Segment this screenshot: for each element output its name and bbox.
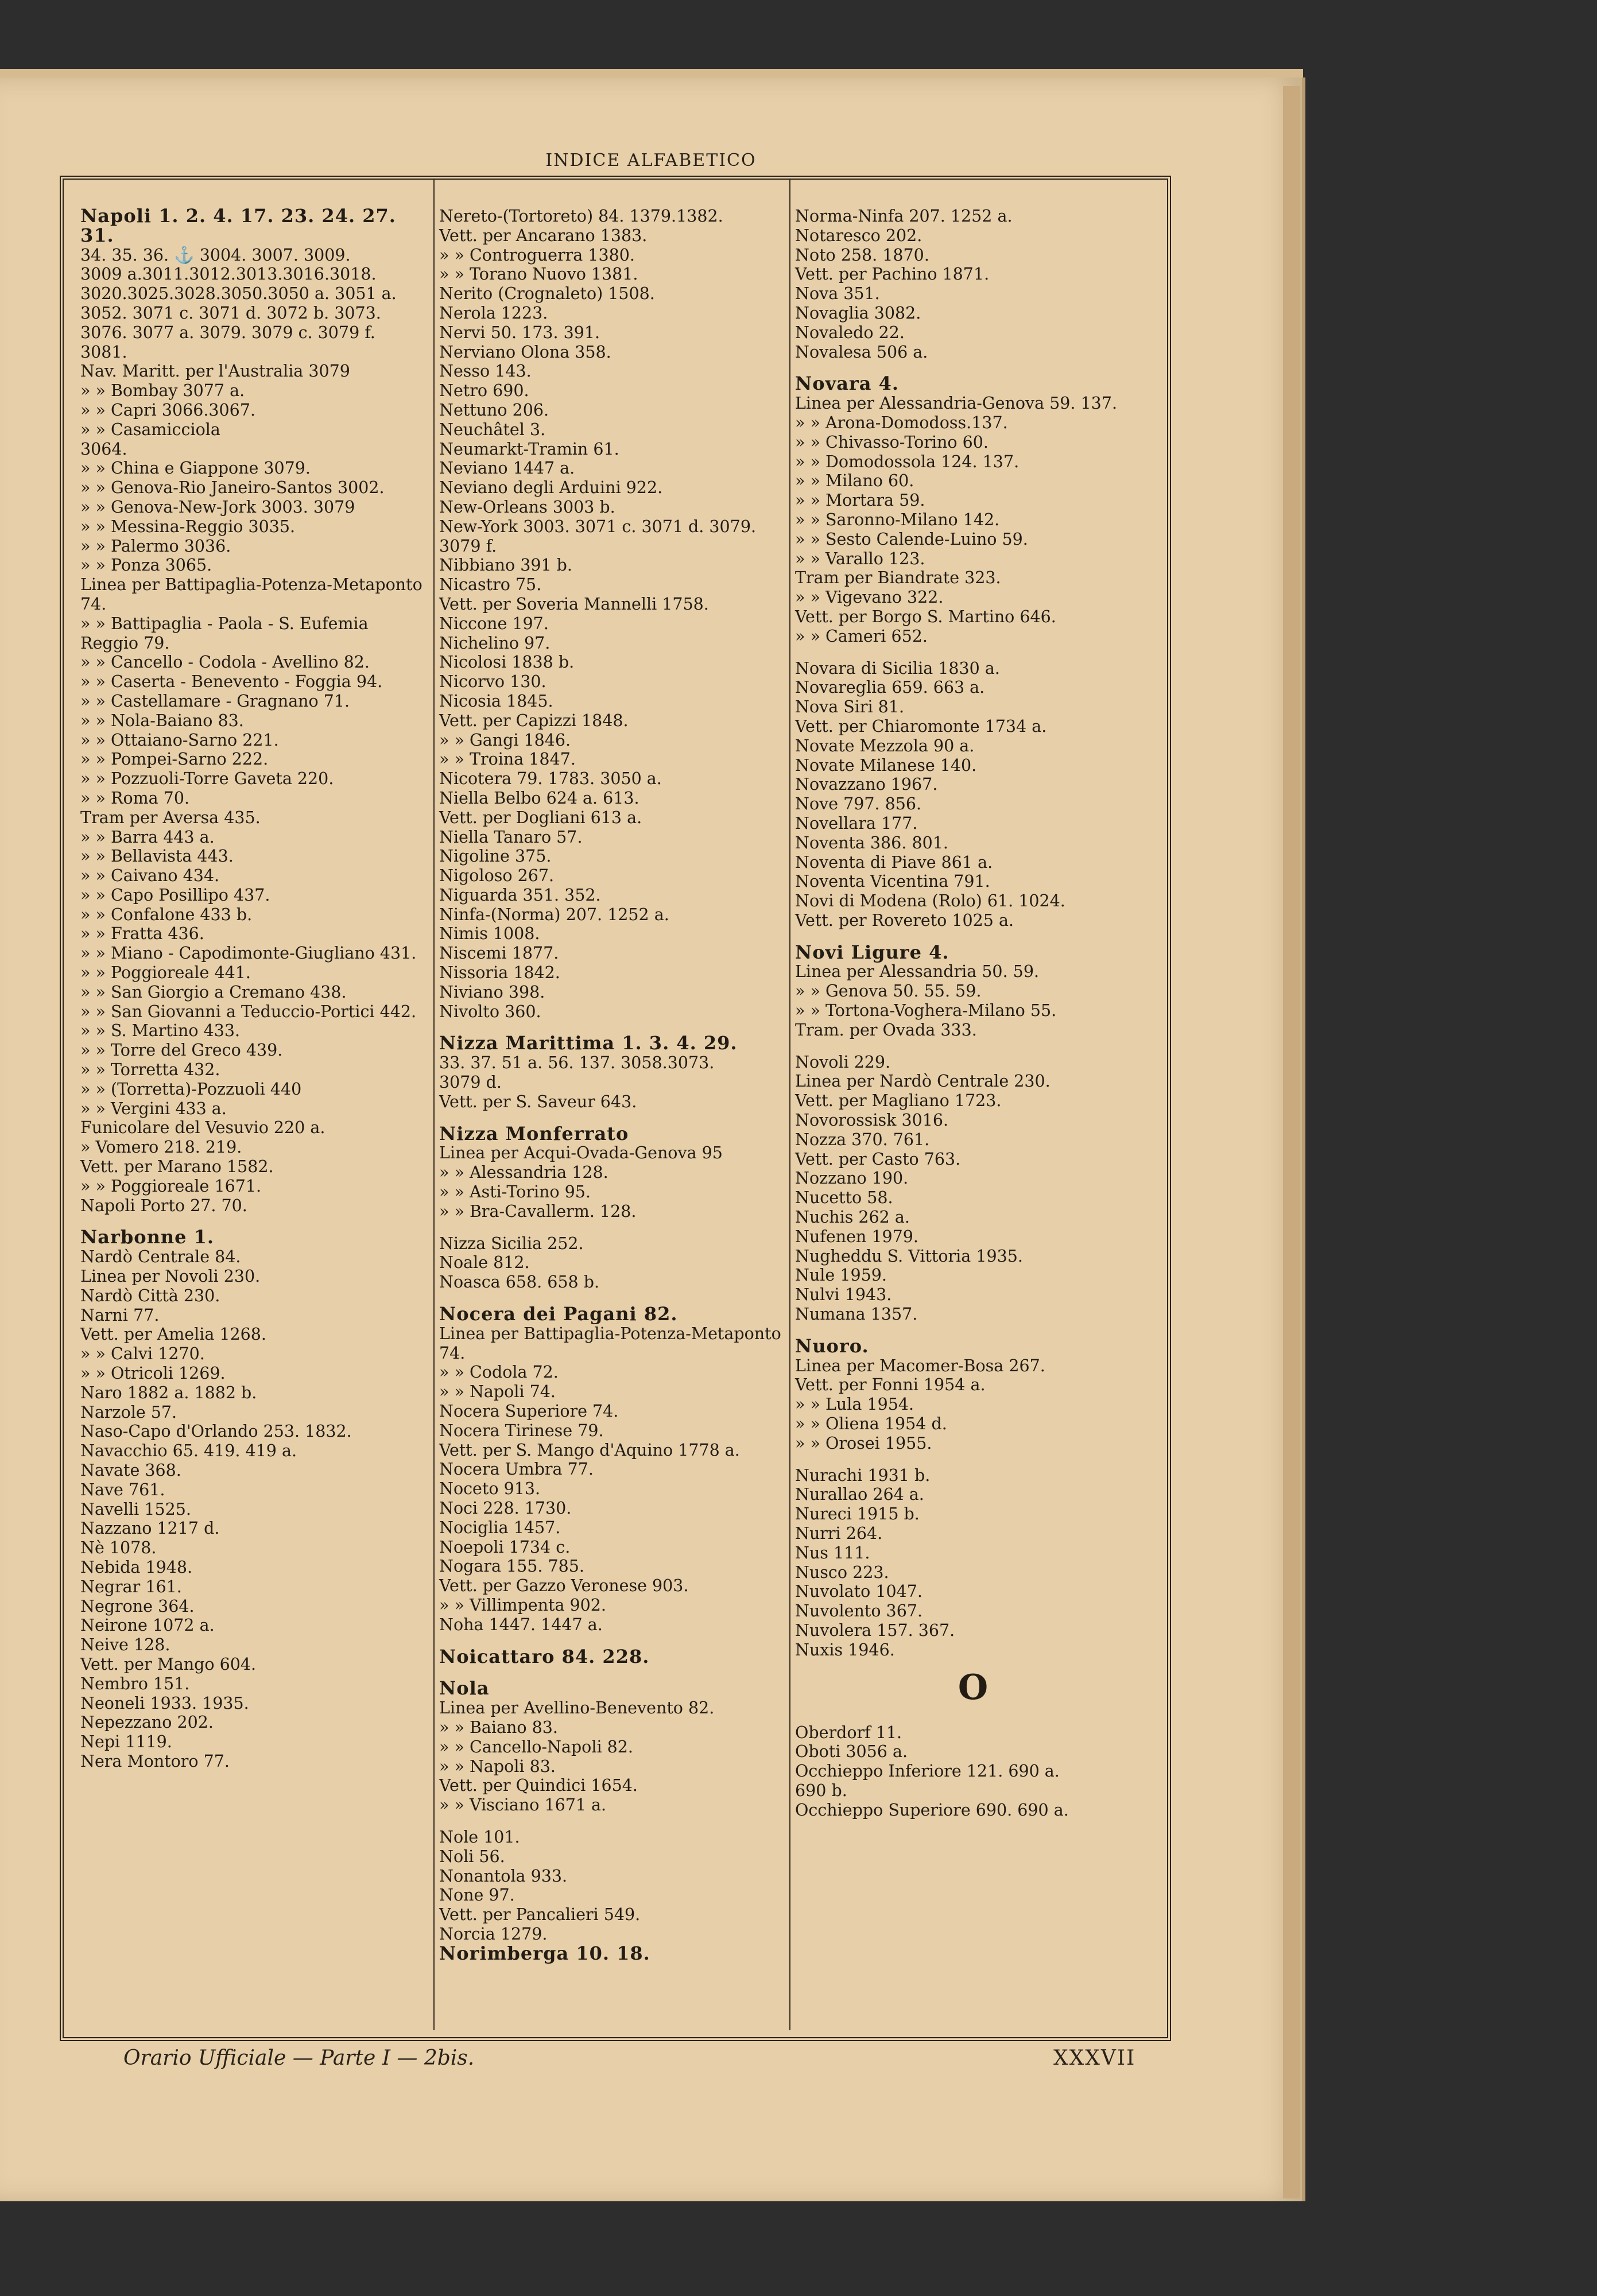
index-entry: Nardò Centrale 84. <box>80 1247 241 1267</box>
index-entry: Nurri 264. <box>795 1524 883 1543</box>
index-entry: Nicolosi 1838 b. <box>439 653 575 672</box>
index-entry: Nicotera 79. 1783. 3050 a. <box>439 769 662 789</box>
index-entry: Nebida 1948. <box>80 1557 193 1577</box>
index-entry: » » Roma 70. <box>80 788 190 808</box>
index-entry: Nocera Umbra 77. <box>439 1460 594 1479</box>
index-entry: Tram. per Ovada 333. <box>795 1020 977 1040</box>
index-entry: 33. 37. 51 a. 56. 137. 3058.3073. <box>439 1053 715 1073</box>
index-entry: » » Alessandria 128. <box>439 1163 608 1182</box>
index-entry: Nizza Sicilia 252. <box>439 1234 584 1253</box>
index-entry: Nettuno 206. <box>439 400 549 420</box>
index-entry: Novazzano 1967. <box>795 775 938 794</box>
index-entry: Neumarkt-Tramin 61. <box>439 439 619 459</box>
index-entry: Funicolare del Vesuvio 220 a. <box>80 1118 325 1138</box>
index-entry: Nogara 155. 785. <box>439 1557 584 1576</box>
index-entry: 690 b. <box>795 1781 847 1800</box>
index-entry: Nozza 370. 761. <box>795 1130 930 1149</box>
index-entry: » » (Torretta)-Pozzuoli 440 <box>80 1079 302 1099</box>
footer-page-number: XXXVII <box>1053 2046 1136 2070</box>
index-entry: Naso-Capo d'Orlando 253. 1832. <box>80 1422 352 1441</box>
index-entry: Vett. per Soveria Mannelli 1758. <box>439 594 709 614</box>
index-entry: » » Napoli 83. <box>439 1756 556 1776</box>
index-entry: » Vomero 218. 219. <box>80 1138 242 1157</box>
index-entry: Narni 77. <box>80 1305 160 1325</box>
index-entry: » » Cancello - Codola - Avellino 82. <box>80 653 370 672</box>
index-entry: » » Oliena 1954 d. <box>795 1414 947 1434</box>
index-entry: » » Cancello-Napoli 82. <box>439 1737 633 1756</box>
index-entry: Neive 128. <box>80 1635 170 1655</box>
index-entry: Neirone 1072 a. <box>80 1616 215 1635</box>
index-entry: Nulvi 1943. <box>795 1285 892 1305</box>
index-entry: Oberdorf 11. <box>795 1723 902 1742</box>
index-entry: Nuvolato 1047. <box>795 1582 922 1601</box>
index-entry: Vett. per S. Mango d'Aquino 1778 a. <box>439 1440 740 1460</box>
index-entry: Nuvolento 367. <box>795 1601 923 1621</box>
index-entry: Nugheddu S. Vittoria 1935. <box>795 1246 1023 1266</box>
index-entry: » » Poggioreale 1671. <box>80 1176 262 1196</box>
index-entry: Neoneli 1933. 1935. <box>80 1693 249 1713</box>
index-entry: Nissoria 1842. <box>439 963 560 983</box>
index-entry: Vett. per Pachino 1871. <box>795 265 990 284</box>
index-entry: Nufenen 1979. <box>795 1227 918 1246</box>
index-headword: Novi Ligure 4. <box>795 941 949 963</box>
page-right-edge <box>1283 86 1300 2198</box>
index-entry: Nurallao 264 a. <box>795 1485 924 1504</box>
index-headword: Nuoro. <box>795 1335 869 1357</box>
index-entry: » » Sesto Calende-Luino 59. <box>795 529 1028 549</box>
index-entry: Noci 228. 1730. <box>439 1499 572 1518</box>
index-entry: Vett. per Quindici 1654. <box>439 1776 638 1795</box>
section-letter: O <box>958 1667 989 1708</box>
index-entry: » » Nola-Baiano 83. <box>80 711 244 730</box>
index-entry: Netro 690. <box>439 381 529 401</box>
index-entry: Niccone 197. <box>439 614 549 633</box>
index-entry: » » Napoli 74. <box>439 1382 556 1402</box>
index-entry: » » Fratta 436. <box>80 924 204 944</box>
index-entry: Norma-Ninfa 207. 1252 a. <box>795 207 1013 226</box>
index-entry: Linea per Acqui-Ovada-Genova 95 <box>439 1143 723 1163</box>
index-entry: None 97. <box>439 1886 515 1905</box>
index-entry: » » Genova-Rio Janeiro-Santos 3002. <box>80 478 385 498</box>
index-entry: Nibbiano 391 b. <box>439 556 572 575</box>
index-entry: New-York 3003. 3071 c. 3071 d. 3079. 3079 f. <box>439 517 757 556</box>
index-entry: » » Messina-Reggio 3035. <box>80 517 296 536</box>
index-entry: Tram per Biandrate 323. <box>795 568 1001 588</box>
index-entry: » » Barra 443 a. <box>80 827 215 847</box>
index-entry: » » China e Giappone 3079. <box>80 459 311 478</box>
index-entry: Novareglia 659. 663 a. <box>795 678 985 697</box>
index-entry: » » Tortona-Voghera-Milano 55. <box>795 1001 1057 1021</box>
index-entry: Vett. per Mango 604. <box>80 1654 257 1674</box>
index-entry: Nepi 1119. <box>80 1732 172 1752</box>
index-entry: Noventa Vicentina 791. <box>795 872 990 891</box>
index-entry: Nervi 50. 173. 391. <box>439 323 600 342</box>
index-entry: Nigoline 375. <box>439 847 552 866</box>
index-entry: New-Orleans 3003 b. <box>439 497 615 517</box>
index-entry: Nè 1078. <box>80 1538 157 1558</box>
index-entry: Nova Siri 81. <box>795 697 905 717</box>
index-entry: Occhieppo Inferiore 121. 690 a. <box>795 1762 1060 1781</box>
index-entry: » » Villimpenta 902. <box>439 1595 606 1615</box>
index-headword: Napoli 1. 2. 4. 17. 23. 24. 27. 31. <box>80 205 396 246</box>
index-entry: Novate Mezzola 90 a. <box>795 736 975 755</box>
index-entry: » » Bellavista 443. <box>80 847 234 866</box>
index-entry: Ninfa-(Norma) 207. 1252 a. <box>439 905 669 924</box>
index-entry: Nicorvo 130. <box>439 672 546 692</box>
index-entry: » » Saronno-Milano 142. <box>795 510 1000 529</box>
index-entry: » » San Giorgio a Cremano 438. <box>80 982 347 1002</box>
footer-publication: Orario Ufficiale — Parte I — 2bis. <box>123 2046 475 2070</box>
index-entry: Nuxis 1946. <box>795 1640 895 1659</box>
index-entry: » » Asti-Torino 95. <box>439 1182 591 1202</box>
index-entry: » » Gangi 1846. <box>439 730 571 750</box>
index-column-1 <box>80 207 425 1771</box>
index-entry: Novate Milanese 140. <box>795 755 977 775</box>
index-entry: Nocera Superiore 74. <box>439 1402 619 1421</box>
index-entry: Linea per Alessandria-Genova 59. 137. <box>795 394 1118 413</box>
index-entry: » » Pompei-Sarno 222. <box>80 750 269 769</box>
index-entry: 3052. 3071 c. 3071 d. 3072 b. 3073. <box>80 303 381 323</box>
index-entry: Naro 1882 a. 1882 b. <box>80 1383 257 1402</box>
index-entry: » » Genova 50. 55. 59. <box>795 982 982 1001</box>
index-entry: Linea per Macomer-Bosa 267. <box>795 1356 1045 1375</box>
index-entry: Niguarda 351. 352. <box>439 885 601 905</box>
index-entry: Nureci 1915 b. <box>795 1504 920 1524</box>
index-entry: Nimis 1008. <box>439 924 540 944</box>
index-entry: Vett. per Borgo S. Martino 646. <box>795 607 1056 626</box>
index-entry: Nocera Tirinese 79. <box>439 1421 604 1440</box>
index-entry: 3079 d. <box>439 1073 502 1092</box>
index-entry: » » Bra-Cavallerm. 128. <box>439 1201 637 1221</box>
index-entry: Niscemi 1877. <box>439 944 559 963</box>
index-entry: » » Mortara 59. <box>795 491 925 510</box>
index-entry: » » Milano 60. <box>795 471 914 491</box>
index-entry: » » Cameri 652. <box>795 626 928 646</box>
index-entry: Norcia 1279. <box>439 1924 548 1944</box>
index-entry: Notaresco 202. <box>795 226 922 245</box>
index-entry: Nuchis 262 a. <box>795 1208 910 1227</box>
index-entry: Nus 111. <box>795 1543 870 1562</box>
index-entry: » » Palermo 3036. <box>80 536 231 556</box>
index-entry: Novorossisk 3016. <box>795 1111 949 1130</box>
index-entry: Noasca 658. 658 b. <box>439 1273 600 1292</box>
index-column-3 <box>795 207 1151 1820</box>
index-headword: Nizza Marittima 1. 3. 4. 29. <box>439 1032 738 1054</box>
index-entry: Novellara 177. <box>795 813 918 833</box>
index-entry: Navate 368. <box>80 1461 181 1480</box>
index-entry: Novaledo 22. <box>795 323 905 342</box>
index-entry: Linea per Alessandria 50. 59. <box>795 962 1040 982</box>
index-entry: » » Ponza 3065. <box>80 556 212 575</box>
index-entry: Narzole 57. <box>80 1402 177 1422</box>
index-entry: Nule 1959. <box>795 1266 887 1285</box>
index-entry: Vett. per Capizzi 1848. <box>439 711 629 730</box>
index-entry: Negrone 364. <box>80 1596 195 1616</box>
index-entry: Novi di Modena (Rolo) 61. 1024. <box>795 891 1065 911</box>
index-entry: Nazzano 1217 d. <box>80 1519 220 1538</box>
index-entry: Vett. per Rovereto 1025 a. <box>795 910 1014 930</box>
index-entry: Noale 812. <box>439 1253 530 1273</box>
index-entry: » » Visciano 1671 a. <box>439 1795 607 1815</box>
index-entry: » » Codola 72. <box>439 1363 559 1382</box>
index-entry: » » Pozzuoli-Torre Gaveta 220. <box>80 769 334 789</box>
index-entry: Nurachi 1931 b. <box>795 1465 931 1485</box>
index-entry: » » Domodossola 124. 137. <box>795 452 1020 471</box>
index-entry: Nicosia 1845. <box>439 691 553 711</box>
index-headword: Nola <box>439 1677 490 1700</box>
index-entry: Tram per Aversa 435. <box>80 808 261 827</box>
index-entry: » » Troina 1847. <box>439 750 576 769</box>
index-entry: » » Baiano 83. <box>439 1717 558 1737</box>
index-headword: Novara 4. <box>795 373 900 395</box>
index-entry: » » Bombay 3077 a. <box>80 381 245 401</box>
index-entry: Nembro 151. <box>80 1674 190 1693</box>
index-entry: Novara di Sicilia 1830 a. <box>795 658 1000 678</box>
index-entry: Novoli 229. <box>795 1052 891 1072</box>
page-header: INDICE ALFABETICO <box>545 150 757 170</box>
index-entry: Vett. per Amelia 1268. <box>80 1325 266 1344</box>
index-entry: » » Poggioreale 441. <box>80 963 251 983</box>
index-headword: Narbonne 1. <box>80 1226 214 1248</box>
index-entry: Nociglia 1457. <box>439 1518 561 1537</box>
index-entry: Nusco 223. <box>795 1562 889 1582</box>
index-entry: 3081. <box>80 342 127 362</box>
index-entry: Vett. per Chiaromonte 1734 a. <box>795 716 1047 736</box>
index-entry: » » Ottaiano-Sarno 221. <box>80 730 279 750</box>
index-entry: Niella Belbo 624 a. 613. <box>439 788 639 808</box>
index-entry: Nerola 1223. <box>439 303 548 323</box>
index-entry: Nucetto 58. <box>795 1188 893 1208</box>
index-entry: » » Caivano 434. <box>80 866 220 886</box>
index-headword: Nocera dei Pagani 82. <box>439 1303 678 1325</box>
column-divider <box>789 180 790 2030</box>
index-entry: Neviano 1447 a. <box>439 459 575 478</box>
index-entry: Occhieppo Superiore 690. 690 a. <box>795 1800 1069 1820</box>
index-entry: Nereto-(Tortoreto) 84. 1379.1382. <box>439 207 723 226</box>
index-entry: Navelli 1525. <box>80 1499 191 1519</box>
index-entry: » » Casamicciola <box>80 420 220 439</box>
index-entry: Niella Tanaro 57. <box>439 827 583 847</box>
index-entry: 3009 a.3011.3012.3013.3016.3018. <box>80 265 377 284</box>
index-entry: Nave 761. <box>80 1480 165 1499</box>
index-entry: Vett. per Marano 1582. <box>80 1157 274 1177</box>
index-entry: » » Caserta - Benevento - Foggia 94. <box>80 672 383 692</box>
index-entry: Niviano 398. <box>439 982 545 1002</box>
index-entry: Nove 797. 856. <box>795 794 922 814</box>
index-entry: Nonantola 933. <box>439 1866 568 1886</box>
index-entry: 34. 35. 36. ⚓ 3004. 3007. 3009. <box>80 245 351 265</box>
index-entry: » » Miano - Capodimonte-Giugliano 431. <box>80 944 417 963</box>
index-entry: Vett. per Casto 763. <box>795 1149 961 1169</box>
index-headword: Norimberga 10. 18. <box>439 1942 650 1964</box>
index-entry: 3064. <box>80 439 127 459</box>
index-entry: » » Capri 3066.3067. <box>80 400 256 420</box>
index-entry: » » Castellamare - Gragnano 71. <box>80 691 350 711</box>
index-entry: Novalesa 506 a. <box>795 342 928 362</box>
index-entry: Noto 258. 1870. <box>795 245 929 265</box>
index-entry: » » Calvi 1270. <box>80 1344 205 1364</box>
index-entry: Neviano degli Arduini 922. <box>439 478 663 498</box>
index-entry: » » Arona-Domodoss.137. <box>795 413 1008 432</box>
index-entry: Numana 1357. <box>795 1305 918 1324</box>
index-entry: Nav. Maritt. per l'Australia 3079 <box>80 362 350 381</box>
index-entry: » » Vergini 433 a. <box>80 1099 227 1118</box>
index-entry: Oboti 3056 a. <box>795 1742 908 1762</box>
index-entry: » » Torre del Greco 439. <box>80 1041 283 1060</box>
index-entry: Linea per Battipaglia-Potenza-Metaponto 74. <box>80 575 422 614</box>
index-entry: Nerviano Olona 358. <box>439 342 611 362</box>
index-entry: Noceto 913. <box>439 1479 541 1499</box>
index-entry: Noli 56. <box>439 1847 505 1866</box>
index-entry: Vett. per Fonni 1954 a. <box>795 1375 986 1395</box>
index-entry: Nole 101. <box>439 1827 520 1847</box>
index-entry: Nuvolera 157. 367. <box>795 1620 955 1640</box>
index-headword: Nizza Monferrato <box>439 1122 629 1145</box>
index-entry: Navacchio 65. 419. 419 a. <box>80 1441 297 1461</box>
index-entry: Nivolto 360. <box>439 1002 541 1021</box>
index-entry: » » Vigevano 322. <box>795 588 944 607</box>
index-entry: » » Capo Posillipo 437. <box>80 885 270 905</box>
index-entry: 3020.3025.3028.3050.3050 a. 3051 a. <box>80 284 397 304</box>
index-entry: Vett. per Pancalieri 549. <box>439 1905 641 1925</box>
index-entry: Linea per Novoli 230. <box>80 1267 261 1286</box>
index-entry: » » Lula 1954. <box>795 1395 914 1414</box>
index-entry: 3076. 3077 a. 3079. 3079 c. 3079 f. <box>80 323 375 342</box>
index-entry: Vett. per S. Saveur 643. <box>439 1092 637 1111</box>
column-divider <box>433 180 435 2030</box>
index-entry: Nichelino 97. <box>439 633 551 653</box>
index-headword: Noicattaro 84. 228. <box>439 1645 650 1667</box>
index-entry: Napoli Porto 27. 70. <box>80 1196 247 1215</box>
index-entry: Vett. per Ancarano 1383. <box>439 226 648 245</box>
index-entry: » » Genova-New-Jork 3003. 3079 <box>80 497 355 517</box>
index-entry: Nozzano 190. <box>795 1169 909 1188</box>
index-entry: Linea per Battipaglia-Potenza-Metaponto 74. <box>439 1324 781 1363</box>
index-entry: Noventa di Piave 861 a. <box>795 852 993 872</box>
index-entry: » » San Giovanni a Teduccio-Portici 442. <box>80 1002 417 1021</box>
index-entry: Linea per Nardò Centrale 230. <box>795 1072 1051 1091</box>
index-entry: » » Orosei 1955. <box>795 1433 932 1453</box>
index-column-2 <box>439 207 784 1964</box>
index-entry: » » Chivasso-Torino 60. <box>795 432 989 452</box>
index-entry: Nesso 143. <box>439 362 532 381</box>
index-entry: Vett. per Magliano 1723. <box>795 1091 1002 1111</box>
index-entry: » » Varallo 123. <box>795 549 925 568</box>
index-entry: » » Battipaglia - Paola - S. Eufemia Reggio 79. <box>80 614 369 653</box>
index-entry: » » Controguerra 1380. <box>439 245 635 265</box>
index-entry: » » S. Martino 433. <box>80 1021 241 1041</box>
index-entry: Linea per Avellino-Benevento 82. <box>439 1698 715 1718</box>
index-entry: Nerito (Crognaleto) 1508. <box>439 284 655 304</box>
index-entry: Nepezzano 202. <box>80 1713 214 1732</box>
index-entry: Nera Montoro 77. <box>80 1751 230 1771</box>
index-entry: Nicastro 75. <box>439 575 542 595</box>
index-entry: » » Otricoli 1269. <box>80 1364 226 1383</box>
index-entry: Noepoli 1734 c. <box>439 1537 571 1557</box>
index-entry: Vett. per Gazzo Veronese 903. <box>439 1576 689 1596</box>
index-entry: Noha 1447. 1447 a. <box>439 1615 603 1634</box>
index-entry: Nova 351. <box>795 284 880 304</box>
index-entry: Vett. per Dogliani 613 a. <box>439 808 642 827</box>
index-entry: Novaglia 3082. <box>795 303 921 323</box>
index-entry: Negrar 161. <box>80 1577 182 1596</box>
index-entry: Nigoloso 267. <box>439 866 555 886</box>
index-entry: Neuchâtel 3. <box>439 420 546 439</box>
index-entry: Noventa 386. 801. <box>795 833 948 852</box>
index-entry: » » Confalone 433 b. <box>80 905 253 924</box>
index-entry: Nardò Città 230. <box>80 1286 220 1305</box>
index-entry: » » Torretta 432. <box>80 1060 220 1080</box>
index-entry: » » Torano Nuovo 1381. <box>439 265 638 284</box>
